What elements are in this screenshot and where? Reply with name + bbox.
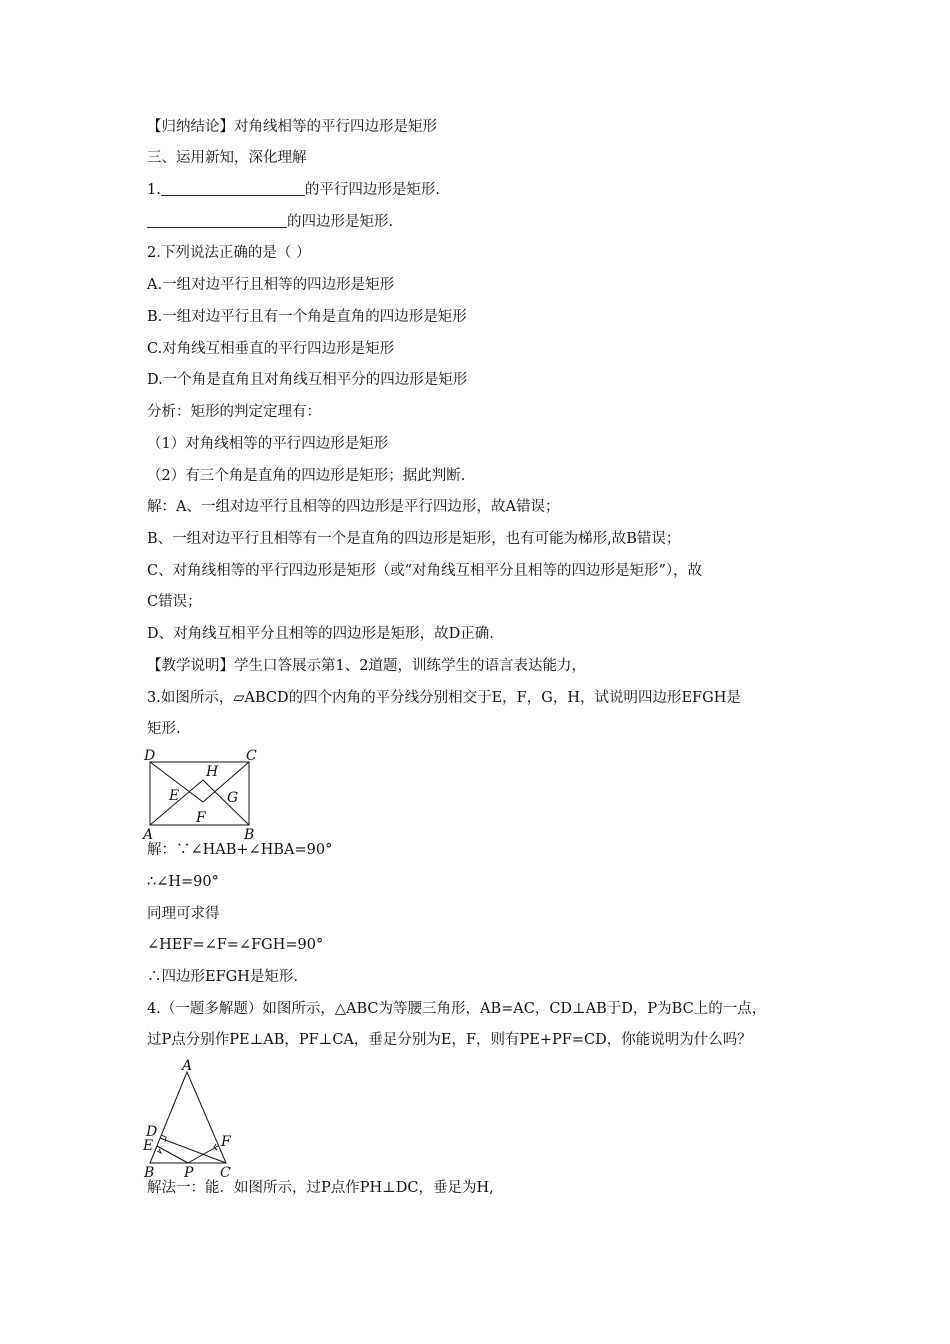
label-e: E [143,1138,154,1154]
conclusion-line: 【归纳结论】对角线相等的平行四边形是矩形 [147,119,437,135]
label-a: A [182,1058,193,1074]
q3-stem-cont: 矩形. [147,721,181,737]
q1-text2: 的四边形是矩形. [287,214,394,230]
q3-stem: 3.如图所示，▱ABCD的四个内角的平分线分别相交于E，F，G，H，试说明四边形EFGH是 [147,690,741,706]
q4-stem: 4.（一题多解题）如图所示，△ABC为等腰三角形，AB=AC，CD⊥AB于D，P为BC上的一点， [147,1001,767,1017]
q2-option-b: B.一组对边平行且有一个角是直角的四边形是矩形 [147,309,467,325]
figure-rectangle-abcd [140,746,265,841]
analysis-item-1: （1）对角线相等的平行四边形是矩形 [147,436,389,452]
label-g: G [227,790,239,806]
label-c: C [220,1165,231,1180]
label-f: F [196,810,206,826]
q3-solution-3: 同理可求得 [147,906,220,922]
section-heading: 三、运用新知，深化理解 [147,150,307,166]
q4-stem-cont: 过P点分别作PE⊥AB，PF⊥CA，垂足分别为E，F，则有PE+PF=CD，你能说明为什么吗？ [147,1032,752,1048]
label-c: C [246,748,257,764]
q1-number: 1. [147,182,161,198]
label-e: E [169,788,180,804]
solution-c-cont: C错误； [147,594,202,610]
label-f: F [221,1134,231,1150]
label-a: A [143,827,154,841]
q3-solution-4: ∠HEF=∠F=∠FGH=90° [147,937,324,953]
answer-blank-1[interactable] [161,181,305,196]
label-d: D [146,1124,158,1140]
q3-solution-5: ∴四边形EFGH是矩形. [147,969,298,985]
label-h: H [206,764,219,780]
analysis-item-2: （2）有三个角是直角的四边形是矩形；据此判断. [147,468,466,484]
label-p: P [184,1165,194,1180]
solution-a: 解：A、一组对边平行且相等的四边形是平行四边形，故A错误； [147,499,560,515]
q1-line1 [147,180,440,200]
analysis-line: 分析：矩形的判定定理有： [147,404,321,420]
solution-b: B、一组对边平行且相等有一个是直角的四边形是矩形，也有可能为梯形,故B错误； [147,531,681,547]
q2-option-a: A.一组对边平行且相等的四边形是矩形 [147,277,395,293]
q1-text1: 的平行四边形是矩形. [304,182,440,198]
label-d: D [144,748,156,764]
solution-c: C、对角线相等的平行四边形是矩形（或“对角线互相平分且相等的四边形是矩形”），故 [147,563,703,579]
solution-d: D、对角线互相平分且相等的四边形是矩形，故D正确. [147,626,494,642]
q1-line2 [147,212,393,232]
q3-solution-1: 解：∵∠HAB+∠HBA=90° [147,842,333,858]
figure-isosceles-triangle [140,1058,240,1180]
label-b: B [144,1165,155,1180]
answer-blank-2[interactable] [147,213,287,228]
q3-solution-2: ∴∠H=90° [147,874,219,890]
q2-option-c: C.对角线互相垂直的平行四边形是矩形 [147,341,395,357]
q2-stem: 2.下列说法正确的是（ ） [147,245,311,261]
teaching-note: 【教学说明】学生口答展示第1、2道题，训练学生的语言表达能力， [147,658,586,674]
q4-solution-method-1: 解法一：能．如图所示，过P点作PH⊥DC，垂足为H, [147,1180,494,1196]
label-b: B [244,827,255,841]
q2-option-d: D.一个角是直角且对角线互相平分的四边形是矩形 [147,372,468,388]
